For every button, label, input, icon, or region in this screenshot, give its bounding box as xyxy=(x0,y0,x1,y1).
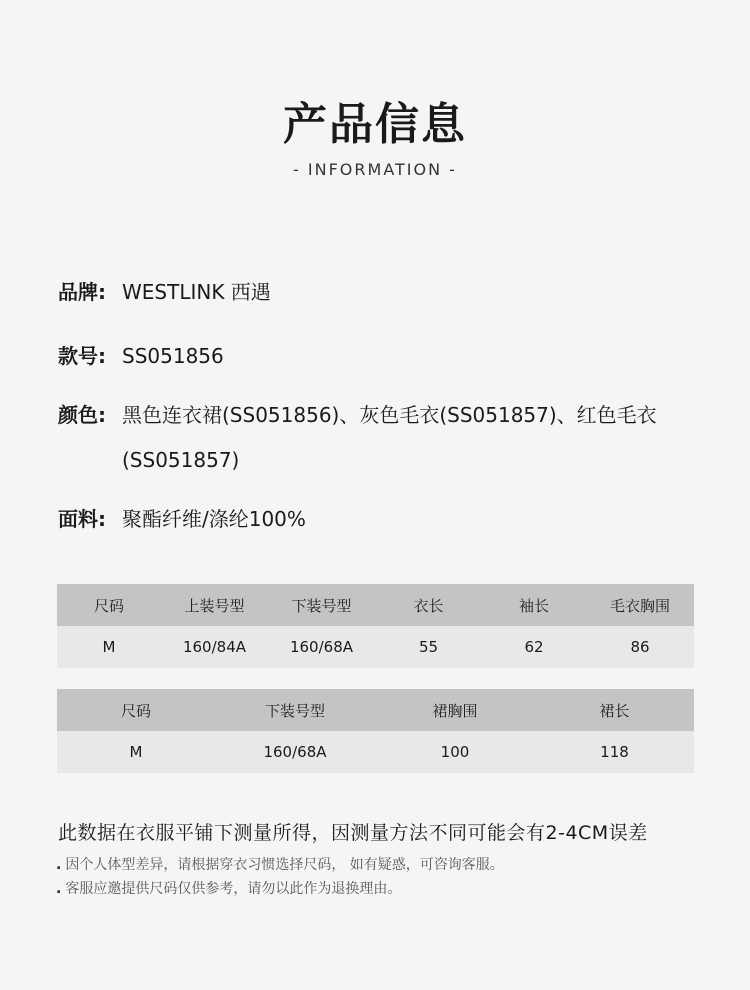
info-brand xyxy=(58,270,698,315)
info-color xyxy=(58,393,698,483)
table-header-cell: 裙胸围 xyxy=(375,689,535,731)
table-cell: 160/84A xyxy=(161,626,268,668)
table-cell: 160/68A xyxy=(268,626,375,668)
table-header-cell: 尺码 xyxy=(57,689,215,731)
table-cell: 118 xyxy=(535,731,694,773)
table-header-cell: 上装号型 xyxy=(161,584,268,626)
table-header-row xyxy=(57,689,694,731)
color-label: 颜色: xyxy=(58,403,106,427)
page-subtitle: - INFORMATION - xyxy=(293,160,457,179)
style-number-value: SS051856 xyxy=(122,344,224,368)
brand-value: WESTLINK 西遇 xyxy=(122,280,271,304)
fabric-value: 聚酯纤维/涤纶100% xyxy=(122,507,306,531)
note-item-text: 客服应邀提供尺码仅供参考，请勿以此作为退换理由。 xyxy=(65,881,402,897)
table-cell: M xyxy=(57,626,161,668)
table-header-cell: 裙长 xyxy=(535,689,694,731)
color-value-line2: (SS051857) xyxy=(122,448,240,472)
table-cell: 62 xyxy=(482,626,586,668)
table-cell: M xyxy=(57,731,215,773)
note-item-text: 因个人体型差异，请根据穿衣习惯选择尺码， 如有疑惑，可咨询客服。 xyxy=(65,857,504,873)
fabric-label: 面料: xyxy=(58,507,106,531)
note-item xyxy=(56,878,401,898)
size-table-top xyxy=(57,584,694,668)
bullet-icon: . xyxy=(56,857,62,873)
table-header-cell: 袖长 xyxy=(482,584,586,626)
table-header-cell: 下装号型 xyxy=(268,584,375,626)
style-number-label: 款号: xyxy=(58,344,106,368)
table-cell: 55 xyxy=(375,626,482,668)
table-header-cell: 尺码 xyxy=(57,584,161,626)
info-style-number xyxy=(58,334,698,379)
measurement-note: 此数据在衣服平铺下测量所得，因测量方法不同可能会有2-4CM误差 xyxy=(58,822,648,844)
table-header-cell: 衣长 xyxy=(375,584,482,626)
table-header-cell: 下装号型 xyxy=(215,689,375,731)
table-cell: 160/68A xyxy=(215,731,375,773)
color-value-line1: 黑色连衣裙(SS051856)、灰色毛衣(SS051857)、红色毛衣 xyxy=(122,403,657,427)
table-cell: 100 xyxy=(375,731,535,773)
size-table-bottom xyxy=(57,689,694,773)
info-fabric xyxy=(58,497,698,542)
brand-label: 品牌: xyxy=(58,280,106,304)
table-header-row xyxy=(57,584,694,626)
bullet-icon: . xyxy=(56,881,62,897)
table-row xyxy=(57,626,694,668)
table-row xyxy=(57,731,694,773)
note-item xyxy=(56,854,504,874)
table-cell: 86 xyxy=(586,626,694,668)
page-title: 产品信息 xyxy=(283,99,467,150)
table-header-cell: 毛衣胸围 xyxy=(586,584,694,626)
